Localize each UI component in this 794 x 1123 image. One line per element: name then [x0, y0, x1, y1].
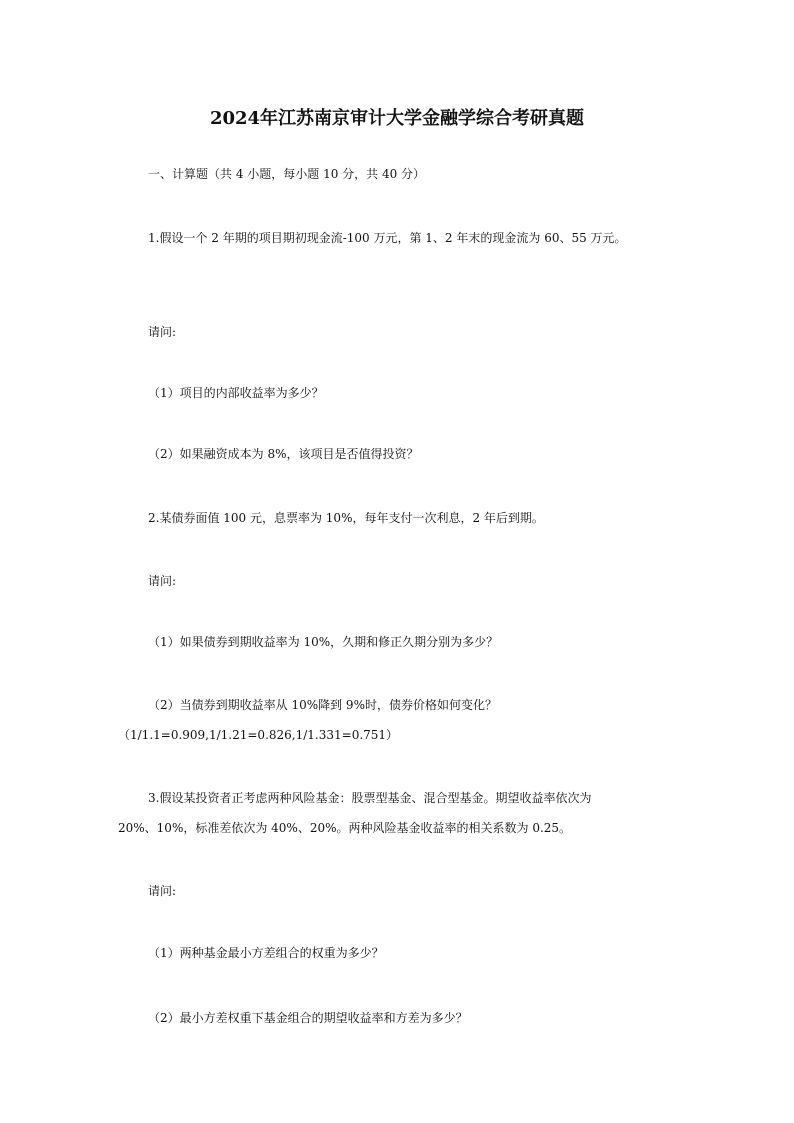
question-2-sub-1: （1）如果债券到期收益率为 10%，久期和修正久期分别为多少？	[148, 635, 499, 649]
question-3-stem-line-1: 3.假设某投资者正考虑两种风险基金：股票型基金、混合型基金。期望收益率依次为	[148, 791, 592, 805]
question-1-stem: 1.假设一个 2 年期的项目期初现金流-100 万元，第 1、2 年末的现金流为 60、55 万元。	[148, 231, 627, 245]
question-3-sub-1: （1）两种基金最小方差组合的权重为多少？	[148, 946, 384, 960]
question-1-sub-1: （1）项目的内部收益率为多少？	[148, 386, 324, 400]
question-2-stem: 2.某债券面值 100 元，息票率为 10%，每年支付一次利息，2 年后到期。	[148, 511, 544, 525]
question-2-hint: （1/1.1=0.909,1/1.21=0.826,1/1.331=0.751）	[118, 728, 399, 742]
question-3-stem-line-2: 20%、10%，标准差依次为 40%、20%。两种风险基金收益率的相关系数为 0.25。	[118, 821, 572, 835]
question-3-sub-2: （2）最小方差权重下基金组合的期望收益率和方差为多少？	[148, 1011, 468, 1025]
document-title: 2024年江苏南京审计大学金融学综合考研真题	[209, 108, 585, 129]
question-3-ask: 请问:	[148, 884, 177, 898]
question-2-sub-2: （2）当债券到期收益率从 10%降到 9%时，债券价格如何变化？	[148, 698, 497, 712]
section-heading: 一、计算题（共 4 小题，每小题 10 分，共 40 分）	[148, 167, 426, 181]
question-1-ask: 请问:	[148, 325, 177, 339]
question-1-sub-2: （2）如果融资成本为 8%，该项目是否值得投资？	[148, 447, 419, 461]
question-2-ask: 请问:	[148, 574, 177, 588]
